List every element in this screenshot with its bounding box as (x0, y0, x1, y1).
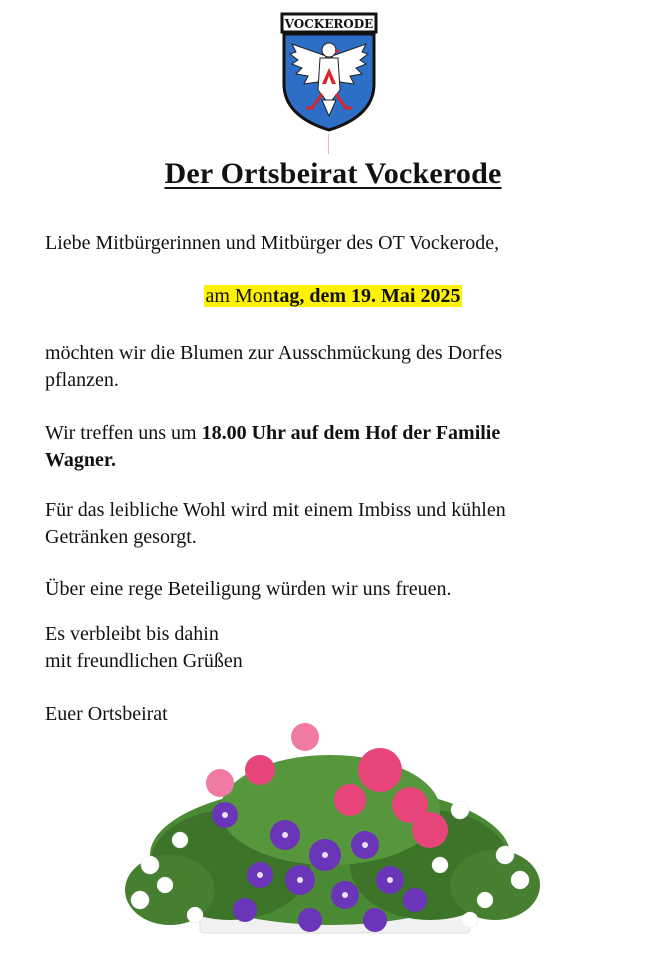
greeting-text: Liebe Mitbürgerinnen und Mitbürger des OT Vockerode, (45, 232, 500, 254)
food-paragraph (45, 497, 625, 551)
page-title: Der Ortsbeirat Vockerode (164, 157, 502, 190)
meeting-family: Wagner. (45, 449, 116, 471)
signature: Euer Ortsbeirat (45, 703, 168, 725)
intro-line-2: pflanzen. (45, 369, 119, 391)
date-bold: tag, dem 19. Mai 2025 (272, 285, 461, 307)
divider (328, 134, 329, 154)
coat-of-arms-logo (274, 4, 384, 134)
food-line-1: Für das leibliche Wohl wird mit einem Imbiss und kühlen (45, 499, 506, 521)
date-prefix: am Mon (205, 285, 273, 307)
intro-line-1: möchten wir die Blumen zur Ausschmückung des Dorfes (45, 342, 503, 364)
meeting-prefix: Wir treffen uns um (45, 422, 202, 444)
food-line-2: Getränken gesorgt. (45, 526, 197, 548)
meeting-time-place: 18.00 Uhr auf dem Hof der Familie (201, 422, 501, 444)
closing-line-1: Es verbleibt bis dahin (45, 623, 219, 645)
crest-text: VOCKERODE (284, 17, 374, 31)
flower-box-image (110, 715, 550, 953)
intro-paragraph (45, 340, 625, 394)
closing-paragraph (45, 621, 625, 675)
closing-line-2: mit freundlichen Grüßen (45, 650, 243, 672)
participation-text: Über eine rege Beteiligung würden wir uns freuen. (45, 578, 452, 600)
date-highlight (204, 285, 463, 307)
meeting-paragraph (45, 420, 625, 474)
event-date (0, 283, 666, 310)
